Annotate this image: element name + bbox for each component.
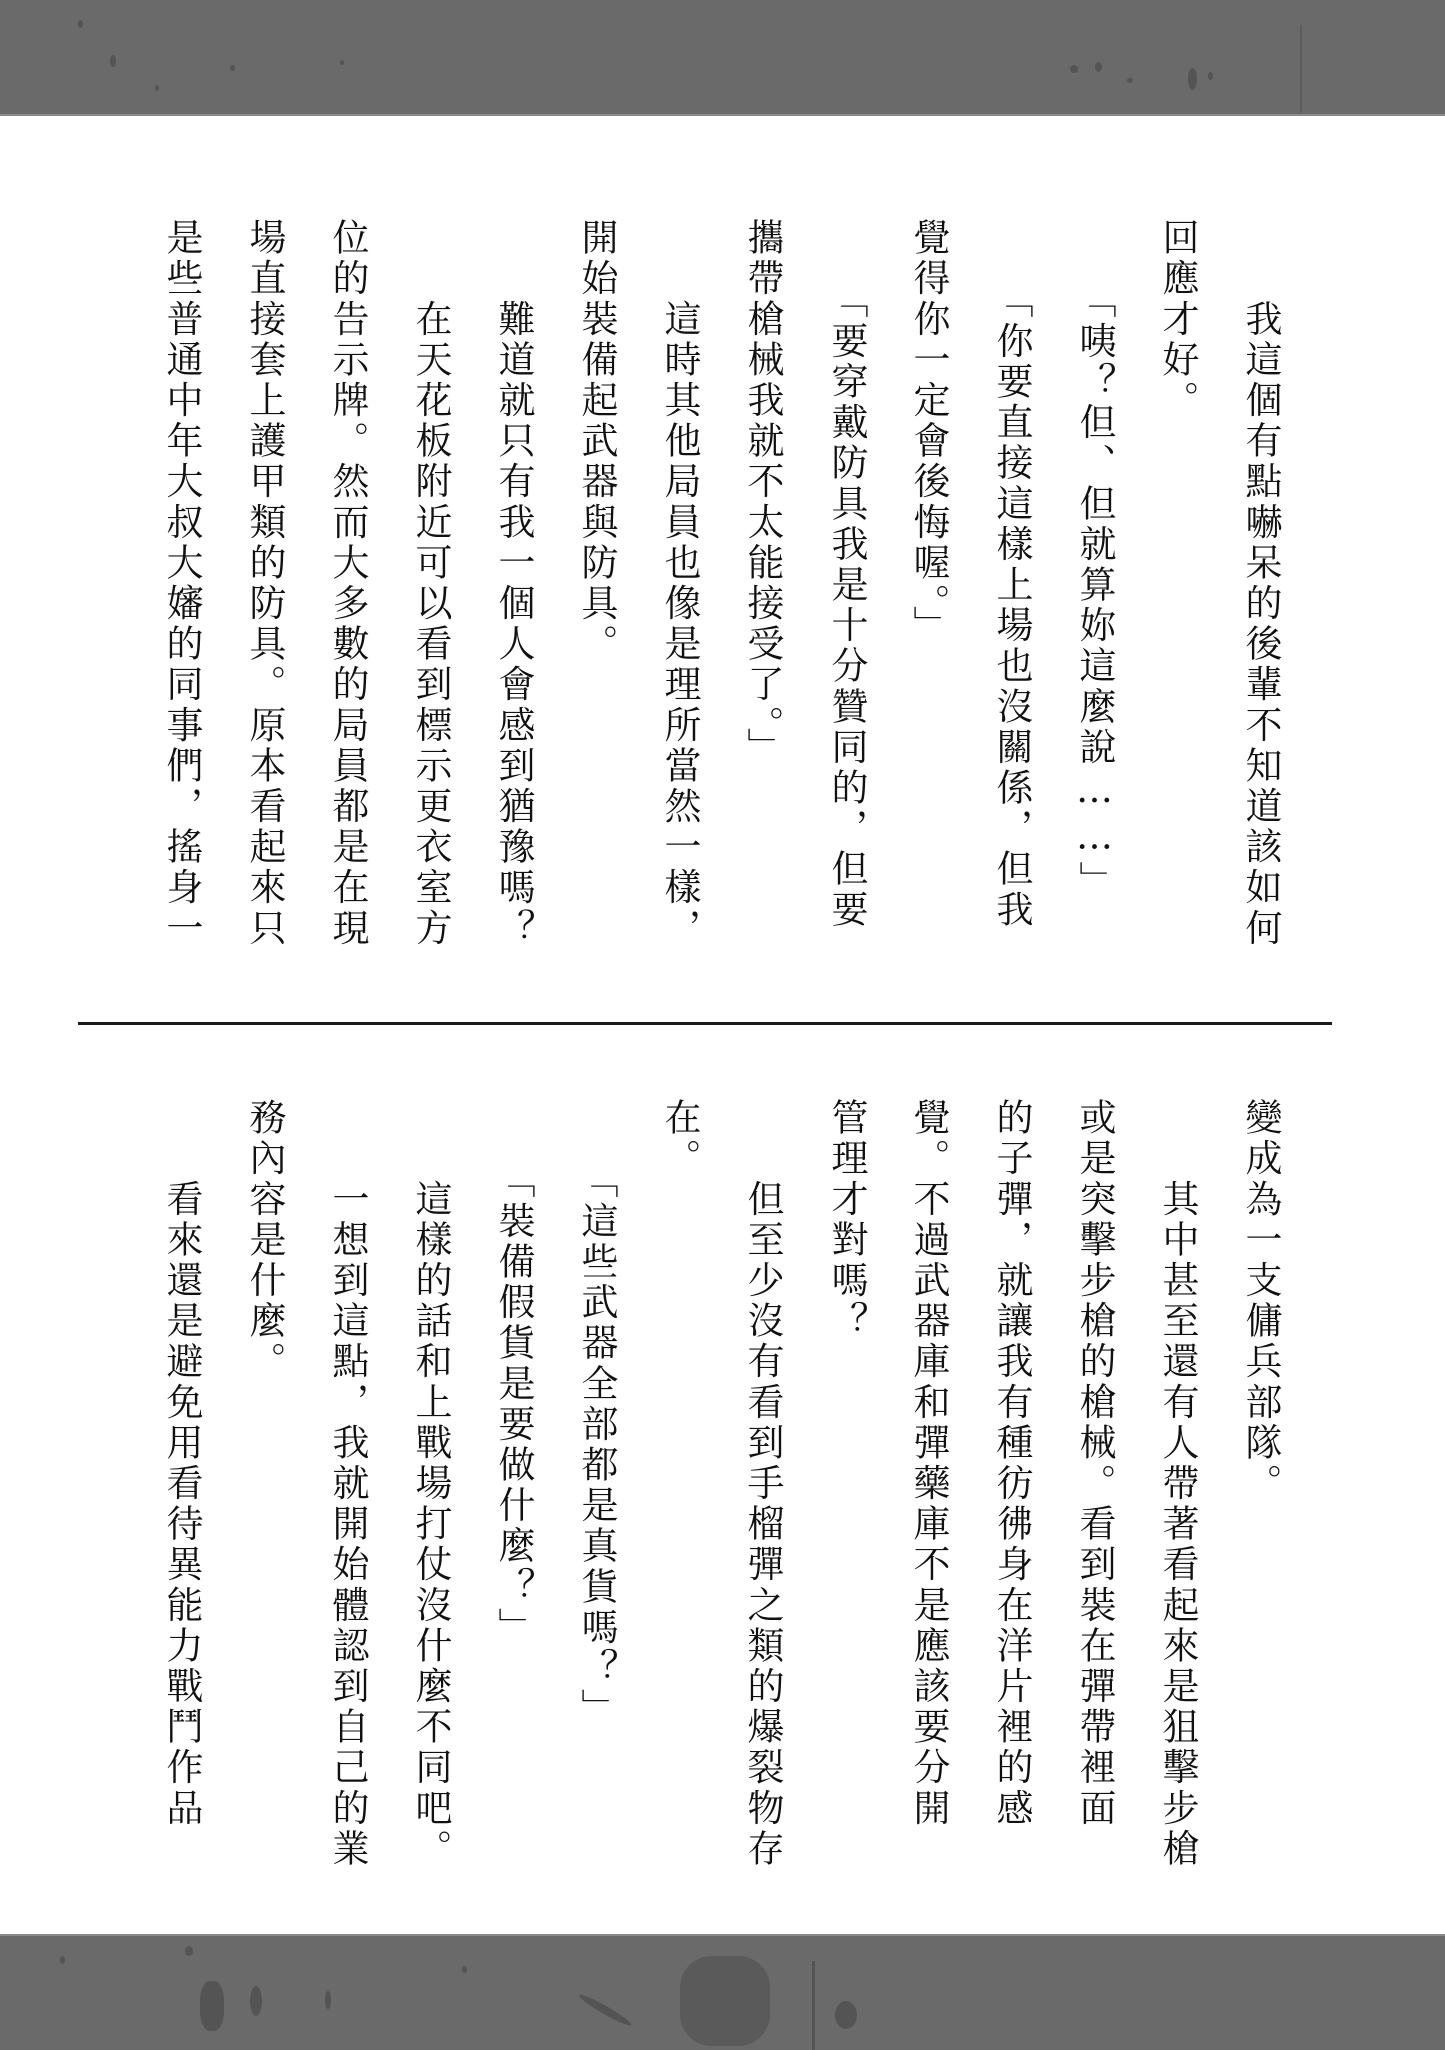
texture-speck — [835, 2001, 857, 2029]
texture-speck — [1127, 78, 1133, 83]
text-column: 「要穿戴防具我是十分贊同的，但要 — [825, 218, 868, 931]
texture-speck — [577, 1992, 633, 2029]
text-column: 一想到這點，我就開始體認到自己的業 — [326, 1098, 369, 1870]
text-column: 變成為一支傭兵部隊。 — [1239, 1098, 1282, 1504]
texture-speck — [1095, 62, 1102, 72]
page-divider-line — [78, 1022, 1332, 1025]
texture-speck — [325, 1991, 331, 2009]
upper-text-block — [0, 218, 1445, 948]
text-column: 位的告示牌。然而大多數的局員都是在現 — [326, 218, 369, 949]
text-column: 是些普通中年大叔大嬸的同事們，搖身一 — [160, 218, 203, 949]
texture-speck — [812, 1961, 815, 2050]
text-column: 我這個有點嚇呆的後輩不知道該如何 — [1239, 218, 1282, 949]
texture-speck — [60, 1956, 65, 1964]
text-column: 其中甚至還有人帶著看起來是狙擊步槍 — [1156, 1098, 1199, 1870]
texture-speck — [1208, 72, 1213, 80]
texture-speck — [250, 1986, 262, 2016]
text-column: 這樣的話和上戰場打仗沒什麼不同吧。 — [409, 1098, 452, 1870]
text-column: 開始裝備起武器與防具。 — [575, 218, 618, 665]
texture-speck — [462, 1966, 467, 1973]
text-column: 在。 — [658, 1098, 701, 1180]
texture-speck — [1188, 68, 1197, 90]
text-column: 務內容是什麼。 — [243, 1098, 286, 1383]
text-column: 管理才對嗎？ — [825, 1098, 868, 1342]
text-column: 或是突擊步槍的槍械。看到裝在彈帶裡面 — [1073, 1098, 1116, 1829]
texture-speck — [680, 1956, 770, 2046]
texture-speck — [155, 85, 159, 91]
lower-text-block — [0, 1098, 1445, 1870]
text-column: 覺得你一定會後悔喔。」 — [907, 218, 950, 647]
texture-speck — [1070, 65, 1078, 73]
texture-speck — [110, 55, 116, 67]
text-column: 「這些武器全部都是真貨嗎？」 — [575, 1098, 618, 1730]
text-column: 攜帶槍械我就不太能接受了。」 — [741, 218, 784, 768]
bottom-border-band — [0, 1934, 1445, 2050]
text-column: 的子彈，就讓我有種彷彿身在洋片裡的感 — [990, 1098, 1033, 1829]
texture-speck — [340, 60, 344, 65]
text-column: 「你要直接這樣上場也沒關係，但我 — [990, 218, 1033, 931]
texture-speck — [230, 65, 235, 71]
text-column: 難道就只有我一個人會感到猶豫嗎？ — [492, 218, 535, 949]
texture-speck — [1300, 25, 1302, 113]
text-column: 看來還是避免用看待異能力戰鬥作品 — [160, 1098, 203, 1829]
texture-speck — [78, 20, 83, 28]
text-column: 「裝備假貨是要做什麼？」 — [492, 1098, 535, 1648]
texture-speck — [185, 1946, 193, 1956]
text-column: 回應才好。 — [1156, 218, 1199, 421]
text-column: 這時其他局員也像是理所當然一樣， — [658, 218, 701, 949]
text-column: 但至少沒有看到手榴彈之類的爆裂物存 — [741, 1098, 784, 1870]
text-column: 在天花板附近可以看到標示更衣室方 — [409, 218, 452, 949]
texture-speck — [200, 1981, 224, 2031]
top-border-band — [0, 0, 1445, 116]
text-column: 場直接套上護甲類的防具。原本看起來只 — [243, 218, 286, 949]
text-column: 「咦？但、但就算妳這麼說……」 — [1073, 218, 1116, 902]
text-column: 覺。不過武器庫和彈藥庫不是應該要分開 — [907, 1098, 950, 1829]
